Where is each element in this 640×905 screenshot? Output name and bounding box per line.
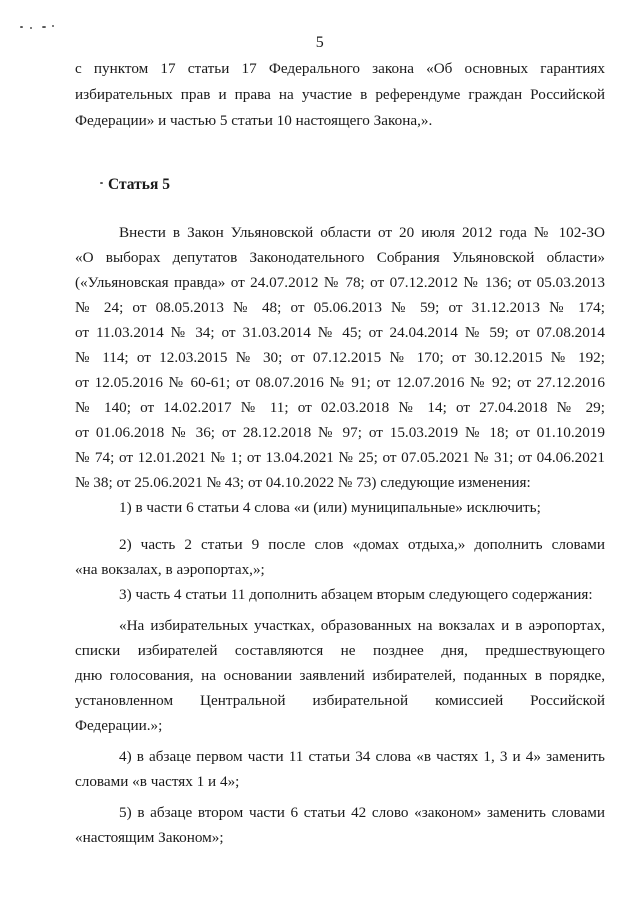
list-item-2: 2) часть 2 статьи 9 после слов «домах отдыха,» дополнить словами (119, 536, 605, 553)
text-line: Федерации» и частью 5 статьи 10 настоящего Закона,». (75, 112, 433, 129)
list-item-5-cont: «настоящим Законом»; (75, 829, 224, 846)
text-line: № 24; от 08.05.2013 № 48; от 05.06.2013 № 59; от 31.12.2013 № 174; (75, 299, 605, 316)
quote-line: установленном Центральной избирательной комиссией Российской (75, 692, 605, 709)
list-item-2-cont: «на вокзалах, в аэропортах,»; (75, 561, 265, 578)
list-item-4: 4) в абзаце первом части 11 статьи 34 слова «в частях 1, 3 и 4» заменить (119, 748, 605, 765)
text-line: № 114; от 12.03.2015 № 30; от 07.12.2015 № 170; от 30.12.2015 № 192; (75, 349, 605, 366)
quote-line: списки избирателей составляются не позднее дня, предшествующего (75, 642, 605, 659)
text-line: от 01.06.2018 № 36; от 28.12.2018 № 97; от 15.03.2019 № 18; от 01.10.2019 (75, 424, 605, 441)
text-line: с пунктом 17 статьи 17 Федерального закона «Об основных гарантиях (75, 60, 605, 77)
text-line: «О выборах депутатов Законодательного Собрания Ульяновской области» (75, 249, 605, 266)
quote-line: Федерации.»; (75, 717, 163, 734)
text-line: № 38; от 25.06.2021 № 43; от 04.10.2022 № 73) следующие изменения: (75, 474, 531, 491)
text-line: Внести в Закон Ульяновской области от 20 июля 2012 года № 102-ЗО (119, 224, 605, 241)
list-item-5: 5) в абзаце втором части 6 статьи 42 слово «законом» заменить словами (119, 804, 605, 821)
quote-line: «На избирательных участках, образованных на вокзалах и в аэропортах, (119, 617, 605, 634)
text-line: № 74; от 12.01.2021 № 1; от 13.04.2021 № 25; от 07.05.2021 № 31; от 04.06.2021 (75, 449, 605, 466)
quote-line: дню голосования, на основании заявлений избирателей, поданных в порядке, (75, 667, 605, 684)
text-line: избирательных прав и права на участие в референдуме граждан Российской (75, 86, 605, 103)
list-item-4-cont: словами «в частях 1 и 4»; (75, 773, 240, 790)
text-line: («Ульяновская правда» от 24.07.2012 № 78; от 07.12.2012 № 136; от 05.03.2013 (75, 274, 605, 291)
text-line: от 12.05.2016 № 60-61; от 08.07.2016 № 91; от 12.07.2016 № 92; от 27.12.2016 (75, 374, 605, 391)
list-item-1: 1) в части 6 статьи 4 слова «и (или) муниципальные» исключить; (119, 499, 541, 516)
page-number: 5 (315, 34, 325, 51)
text-line: № 140; от 14.02.2017 № 11; от 02.03.2018 № 14; от 27.04.2018 № 29; (75, 399, 605, 416)
text-line: от 11.03.2014 № 34; от 31.03.2014 № 45; от 24.04.2014 № 59; от 07.08.2014 (75, 324, 605, 341)
article-heading: Статья 5 (108, 176, 170, 193)
list-item-3: 3) часть 4 статьи 11 дополнить абзацем вторым следующего содержания: (119, 586, 593, 603)
